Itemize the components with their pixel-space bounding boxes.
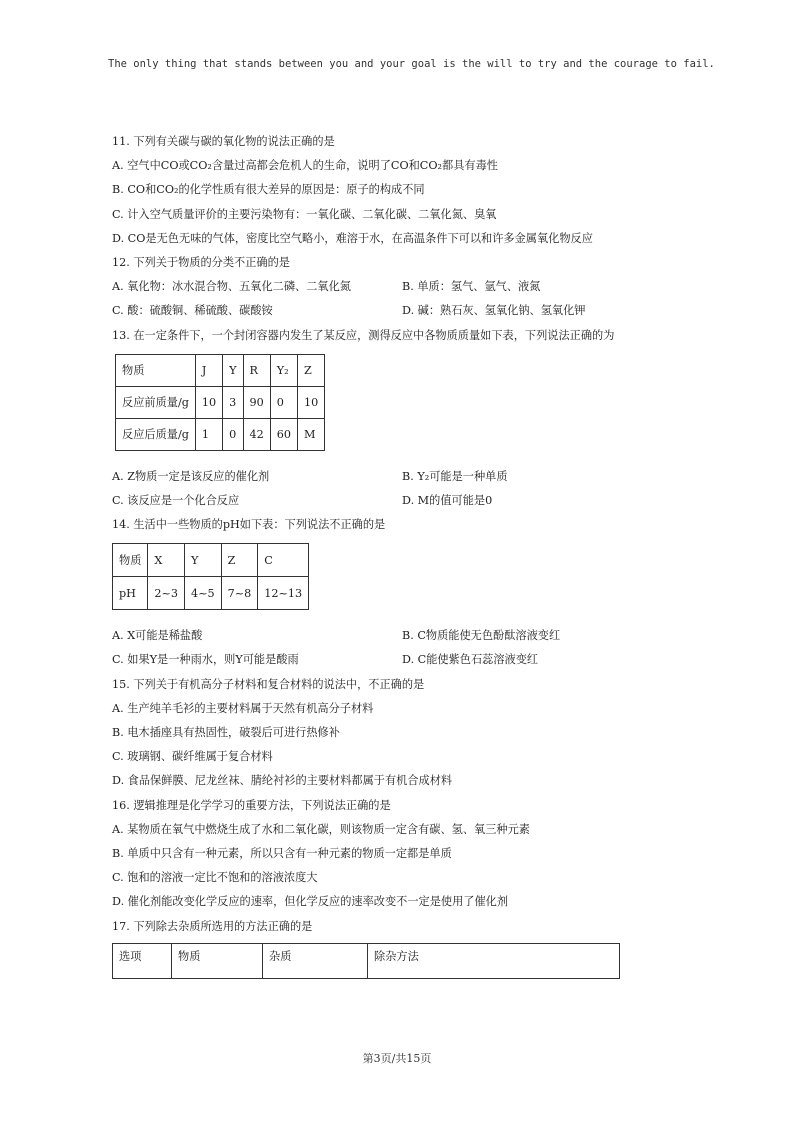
q16-option-b: B. 单质中只含有一种元素，所以只含有一种元素的物质一定都是单质 <box>112 846 452 860</box>
table-row <box>113 544 309 577</box>
q13-options-row2 <box>112 489 712 513</box>
table-cell: 反应后质量/g <box>116 418 196 450</box>
page-number: 第3页/共15页 <box>362 1052 432 1065</box>
q11-option-c: C. 计入空气质量评价的主要污染物有：一氧化碳、二氧化碳、二氧化氮、臭氧 <box>112 207 497 221</box>
q14-stem: 14. 生活中一些物质的pH如下表：下列说法不正确的是 <box>112 518 386 532</box>
table-header-cell: 杂质 <box>263 943 368 978</box>
q15-option-c: C. 玻璃钢、碳纤维属于复合材料 <box>112 750 273 764</box>
q17-table <box>112 943 620 979</box>
table-cell: R <box>243 354 270 386</box>
table-cell: Z <box>221 544 258 577</box>
q12-options-row1 <box>112 275 712 299</box>
table-cell: pH <box>113 577 148 610</box>
table-header-cell: 物质 <box>172 943 263 978</box>
table-cell: 90 <box>243 386 270 418</box>
q11-option-b: B. CO和CO₂的化学性质有很大差异的原因是：原子的构成不同 <box>112 183 425 197</box>
table-cell: 反应前质量/g <box>116 386 196 418</box>
table-cell: M <box>298 418 325 450</box>
table-cell: X <box>148 544 185 577</box>
q13-option-c: C. 该反应是一个化合反应 <box>112 493 240 507</box>
table-cell: 物质 <box>116 354 196 386</box>
table-cell: 10 <box>298 386 325 418</box>
q13-mass-table <box>115 354 325 451</box>
q15-stem: 15. 下列关于有机高分子材料和复合材料的说法中，不正确的是 <box>112 677 425 691</box>
q14-option-a: A. X可能是稀盐酸 <box>112 629 203 643</box>
q12-option-d: D. 碱：熟石灰、氢氧化钠、氢氧化钾 <box>402 304 586 318</box>
table-cell: J <box>195 354 222 386</box>
q13-option-d: D. M的值可能是0 <box>402 493 493 507</box>
table-row <box>113 943 620 978</box>
table-cell: Z <box>298 354 325 386</box>
table-cell: Y₂ <box>270 354 297 386</box>
q13-option-b: B. Y₂可能是一种单质 <box>402 469 508 483</box>
q15-option-d: D. 食品保鲜膜、尼龙丝袜、腈纶衬衫的主要材料都属于有机合成材料 <box>112 774 453 788</box>
q12-stem: 12. 下列关于物质的分类不正确的是 <box>112 255 290 269</box>
table-cell: 42 <box>243 418 270 450</box>
table-row <box>116 418 325 450</box>
table-cell: 0 <box>223 418 243 450</box>
q16-stem: 16. 逻辑推理是化学学习的重要方法，下列说法正确的是 <box>112 798 391 812</box>
q11-option-d: D. CO是无色无味的气体，密度比空气略小，难溶于水，在高温条件下可以和许多金属氧化物反应 <box>112 231 593 245</box>
q13-options-row1 <box>112 465 712 489</box>
table-cell: 2~3 <box>148 577 185 610</box>
q13-option-a: A. Z物质一定是该反应的催化剂 <box>112 469 270 483</box>
q12-option-c: C. 酸：硫酸铜、稀硫酸、碳酸铵 <box>112 304 273 318</box>
q15-option-b: B. 电木插座具有热固性，破裂后可进行热修补 <box>112 726 340 739</box>
q11-stem: 11. 下列有关碳与碳的氧化物的说法正确的是 <box>112 135 335 148</box>
table-cell: 4~5 <box>185 577 222 610</box>
q14-ph-table <box>112 543 309 610</box>
q14-option-c: C. 如果Y是一种雨水，则Y可能是酸雨 <box>112 653 299 667</box>
q12-option-b: B. 单质：氢气、氩气、液氮 <box>402 280 541 294</box>
q16-option-c: C. 饱和的溶液一定比不饱和的溶液浓度大 <box>112 871 318 885</box>
q16-option-a: A. 某物质在氧气中燃烧生成了水和二氧化碳，则该物质一定含有碳、氢、氧三种元素 <box>112 822 530 836</box>
table-header-cell: 除杂方法 <box>368 943 620 978</box>
table-header-cell: 选项 <box>113 943 172 978</box>
table-cell: 3 <box>223 386 243 418</box>
question-content <box>112 130 712 979</box>
q12-options-row2 <box>112 299 712 323</box>
table-cell: 1 <box>195 418 222 450</box>
table-cell: Y <box>223 354 243 386</box>
table-cell: 物质 <box>113 544 148 577</box>
q15-option-a: A. 生产纯羊毛衫的主要材料属于天然有机高分子材料 <box>112 701 374 715</box>
table-cell: 7~8 <box>221 577 258 610</box>
q11-option-a: A. 空气中CO或CO₂含量过高都会危机人的生命，说明了CO和CO₂都具有毒性 <box>112 159 498 173</box>
table-row <box>116 386 325 418</box>
header-quote: The only thing that stands between you and your goal is the will to try and the courage to fail. <box>108 58 715 70</box>
q16-option-d: D. 催化剂能改变化学反应的速率，但化学反应的速率改变不一定是使用了催化剂 <box>112 895 509 909</box>
q14-options-row1 <box>112 624 712 648</box>
table-cell: 10 <box>195 386 222 418</box>
table-row <box>113 577 309 610</box>
table-cell: 0 <box>270 386 297 418</box>
table-cell: 60 <box>270 418 297 450</box>
q12-option-a: A. 氧化物：冰水混合物、五氧化二磷、二氧化氮 <box>112 280 351 294</box>
q14-option-d: D. C能使紫色石蕊溶液变红 <box>402 653 539 667</box>
table-row <box>116 354 325 386</box>
q14-options-row2 <box>112 648 712 672</box>
q13-stem: 13. 在一定条件下，一个封闭容器内发生了某反应，测得反应中各物质质量如下表，下列说法正确的为 <box>112 328 615 342</box>
q14-option-b: B. C物质能使无色酚酞溶液变红 <box>402 629 561 643</box>
table-cell: C <box>258 544 309 577</box>
table-cell: 12~13 <box>258 577 309 610</box>
table-cell: Y <box>185 544 222 577</box>
q17-stem: 17. 下列除去杂质所选用的方法正确的是 <box>112 919 313 933</box>
